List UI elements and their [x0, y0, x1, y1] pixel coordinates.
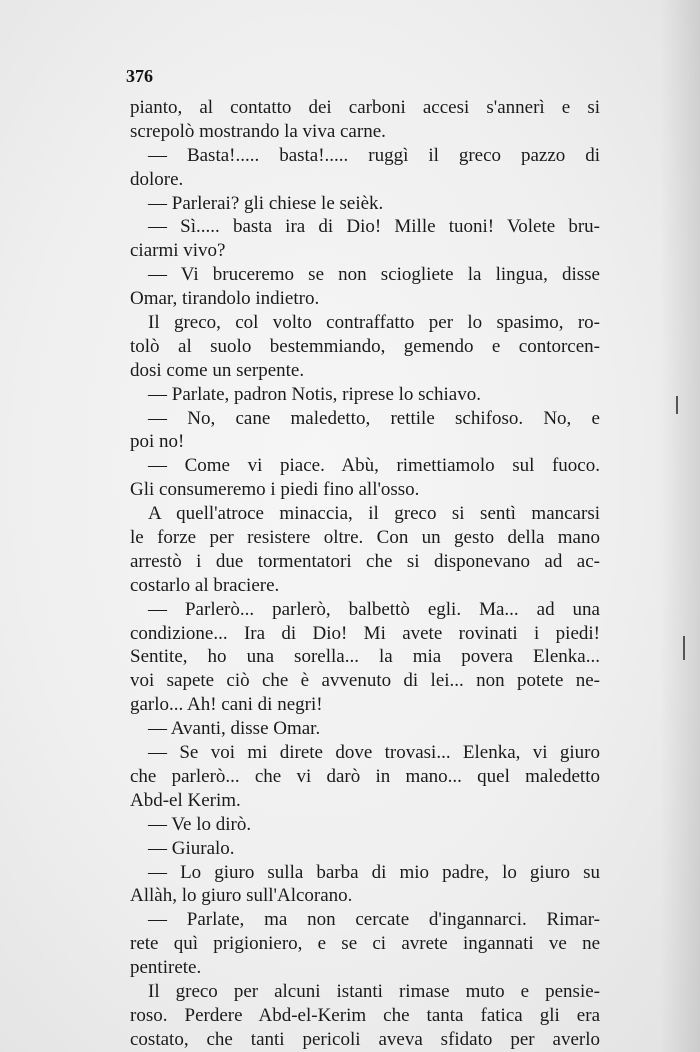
- page-edge-shadow: [660, 0, 700, 1052]
- text-line: dosi come un serpente.: [130, 359, 305, 381]
- text-line: poi no!: [130, 431, 185, 453]
- text-line: Sentite, ho una sorella... la mia povera Elenka...: [130, 646, 600, 668]
- text-line: le forze per resistere oltre. Con un gesto della mano: [130, 527, 600, 549]
- margin-mark: [683, 636, 685, 660]
- margin-mark: [676, 396, 678, 414]
- text-line: — Ve lo dirò.: [148, 813, 252, 835]
- text-line: — Parlate, ma non cercate d'ingannarci. Rimar-: [148, 909, 600, 931]
- text-line: garlo... Ah! cani di negri!: [130, 694, 323, 716]
- text-line: che parlerò... che vi darò in mano... quel maledetto: [130, 765, 600, 787]
- text-line: arrestò i due tormentatori che si disponevano ad ac-: [130, 550, 600, 572]
- text-line: dolore.: [130, 168, 184, 190]
- text-line: Gli consumeremo i piedi fino all'osso.: [130, 479, 420, 501]
- text-line: voi sapete ciò che è avvenuto di lei... non potete ne-: [130, 670, 600, 692]
- text-line: roso. Perdere Abd-el-Kerim che tanta fatica gli era: [130, 1004, 600, 1026]
- text-line: — Come vi piace. Abù, rimettiamolo sul fuoco.: [148, 455, 600, 477]
- body-text: [130, 96, 600, 1052]
- page-number: 376: [126, 66, 153, 86]
- text-line: costarlo al braciere.: [130, 574, 280, 596]
- text-line: — Giuralo.: [148, 837, 235, 859]
- text-line: Abd-el Kerim.: [130, 789, 241, 811]
- text-line: rete quì prigioniero, e se ci avrete ingannati ve ne: [130, 933, 600, 955]
- text-line: — Parlate, padron Notis, riprese lo schiavo.: [148, 383, 481, 405]
- text-line: — Vi bruceremo se non sciogliete la lingua, disse: [148, 264, 600, 286]
- text-line: — No, cane maledetto, rettile schifoso. No, e: [148, 407, 600, 429]
- text-line: — Avanti, disse Omar.: [148, 718, 321, 740]
- text-line: tolò al suolo bestemmiando, gemendo e contorcen-: [130, 335, 600, 357]
- text-line: — Parlerai? gli chiese le seièk.: [148, 192, 384, 214]
- text-line: — Se voi mi direte dove trovasi... Elenka, vi giuro: [148, 742, 600, 764]
- text-line: — Lo giuro sulla barba di mio padre, lo giuro su: [148, 861, 600, 883]
- text-line: pentirete.: [130, 957, 202, 979]
- text-line: A quell'atroce minaccia, il greco si sentì mancarsi: [148, 503, 600, 525]
- text-line: — Parlerò... parlerò, balbettò egli. Ma... ad una: [148, 598, 600, 620]
- text-line: condizione... Ira di Dio! Mi avete rovinati i piedi!: [130, 622, 600, 644]
- text-line: costato, che tanti pericoli aveva sfidato per averlo: [130, 1028, 600, 1050]
- text-line: Il greco, col volto contraffatto per lo spasimo, ro-: [148, 312, 600, 334]
- text-line: Il greco per alcuni istanti rimase muto e pensie-: [148, 980, 600, 1002]
- text-line: ciarmi vivo?: [130, 240, 226, 262]
- text-line: — Basta!..... basta!..... ruggì il greco pazzo di: [148, 144, 600, 166]
- text-line: — Sì..... basta ira di Dio! Mille tuoni! Volete bru-: [148, 216, 600, 238]
- text-line: screpolò mostrando la viva carne.: [130, 120, 386, 142]
- text-line: Omar, tirandolo indietro.: [130, 288, 320, 310]
- text-line: pianto, al contatto dei carboni accesi s'annerì e si: [130, 97, 600, 118]
- text-line: Allàh, lo giuro sull'Alcorano.: [130, 885, 353, 907]
